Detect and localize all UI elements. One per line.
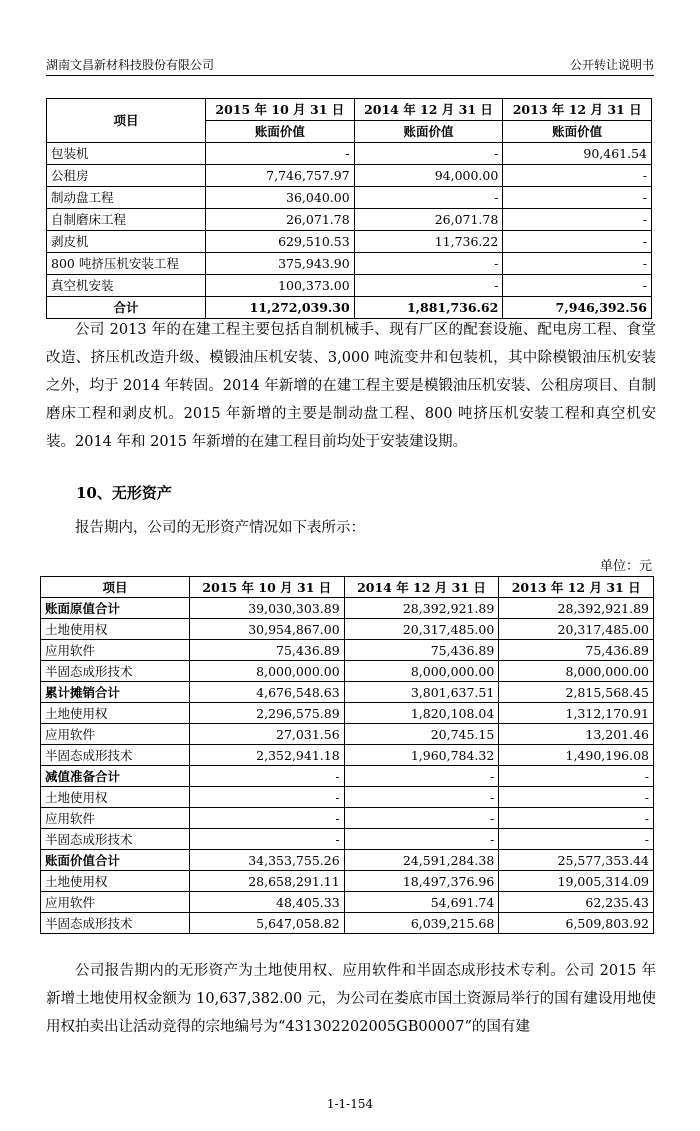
row-label: 真空机安装 (47, 275, 206, 297)
unit-label: 单位：元 (599, 559, 652, 574)
value-cell: 26,071.78 (354, 209, 503, 231)
row-label: 半固态成形技术 (41, 661, 190, 682)
column-header: 2014 年 12 月 31 日 (344, 577, 499, 598)
table-row (41, 892, 654, 913)
value-cell: - (503, 165, 652, 187)
row-label: 账面价值合计 (41, 850, 190, 871)
value-cell: 1,490,196.08 (499, 745, 654, 766)
table-row (47, 143, 652, 165)
table-row (41, 871, 654, 892)
value-cell: - (190, 808, 345, 829)
table-row (41, 703, 654, 724)
value-cell: - (354, 187, 503, 209)
date-header: 2013 年 12 月 31 日 (503, 99, 652, 121)
row-label: 应用软件 (41, 808, 190, 829)
value-cell: 7,746,757.97 (206, 165, 355, 187)
column-header: 2013 年 12 月 31 日 (499, 577, 654, 598)
table-row (41, 661, 654, 682)
total-value: 1,881,736.62 (354, 297, 503, 319)
table-row (41, 745, 654, 766)
value-cell: - (503, 253, 652, 275)
value-cell: - (344, 829, 499, 850)
intangible-assets-table (40, 576, 654, 934)
column-header: 项目 (41, 577, 190, 598)
value-cell: 1,960,784.32 (344, 745, 499, 766)
total-label: 合计 (47, 297, 206, 319)
total-value: 7,946,392.56 (503, 297, 652, 319)
row-label: 半固态成形技术 (41, 913, 190, 934)
value-cell: - (190, 787, 345, 808)
value-cell: 25,577,353.44 (499, 850, 654, 871)
row-label: 累计摊销合计 (41, 682, 190, 703)
value-cell: 2,296,575.89 (190, 703, 345, 724)
value-cell: - (206, 143, 355, 165)
row-label: 应用软件 (41, 724, 190, 745)
row-label: 公租房 (47, 165, 206, 187)
value-cell: 6,509,803.92 (499, 913, 654, 934)
value-cell: 8,000,000.00 (344, 661, 499, 682)
value-cell: 24,591,284.38 (344, 850, 499, 871)
value-cell: 375,943.90 (206, 253, 355, 275)
value-cell: 27,031.56 (190, 724, 345, 745)
value-cell: - (503, 275, 652, 297)
value-cell: 75,436.89 (344, 640, 499, 661)
subtotal-row (41, 850, 654, 871)
value-cell: - (499, 808, 654, 829)
page-header (46, 50, 654, 72)
value-cell: - (190, 766, 345, 787)
table-row (41, 724, 654, 745)
intangible-paragraph: 公司报告期内的无形资产为土地使用权、应用软件和半固态成形技术专利。公司 2015 年新增土地使用权金额为 10,637,382.00 元，为公司在娄底市国土资源局举行的国有建设用地使用权拍卖出让活动竞得的宗地编号为“431302202005GB00007”的国有建 (46, 963, 656, 1035)
row-label: 自制磨床工程 (47, 209, 206, 231)
table-header-row (41, 577, 654, 598)
table-row (41, 619, 654, 640)
value-cell: 4,676,548.63 (190, 682, 345, 703)
value-cell: - (354, 275, 503, 297)
value-cell: 19,005,314.09 (499, 871, 654, 892)
value-cell: - (344, 787, 499, 808)
table-row (41, 787, 654, 808)
item-header: 项目 (47, 99, 206, 143)
value-cell: 629,510.53 (206, 231, 355, 253)
value-cell: - (354, 253, 503, 275)
row-label: 土地使用权 (41, 871, 190, 892)
value-cell: 18,497,376.96 (344, 871, 499, 892)
value-cell: - (499, 766, 654, 787)
row-label: 半固态成形技术 (41, 829, 190, 850)
value-cell: 2,815,568.45 (499, 682, 654, 703)
value-cell: 48,405.33 (190, 892, 345, 913)
value-cell: 28,392,921.89 (499, 598, 654, 619)
value-cell: 1,312,170.91 (499, 703, 654, 724)
table-row (47, 253, 652, 275)
value-cell: - (499, 787, 654, 808)
value-cell: 20,317,485.00 (499, 619, 654, 640)
row-label: 账面原值合计 (41, 598, 190, 619)
subtotal-row (41, 682, 654, 703)
total-value: 11,272,039.30 (206, 297, 355, 319)
row-label: 土地使用权 (41, 619, 190, 640)
table-row (47, 165, 652, 187)
value-cell: 28,392,921.89 (344, 598, 499, 619)
value-cell: - (503, 231, 652, 253)
value-cell: - (503, 209, 652, 231)
table-row (41, 829, 654, 850)
table-row (47, 275, 652, 297)
date-header: 2015 年 10 月 31 日 (206, 99, 355, 121)
table-row (47, 209, 652, 231)
row-label: 包装机 (47, 143, 206, 165)
intro-text: 报告期内，公司的无形资产情况如下表所示： (75, 520, 365, 536)
value-cell: 20,745.15 (344, 724, 499, 745)
subtotal-row (41, 766, 654, 787)
value-cell: 28,658,291.11 (190, 871, 345, 892)
row-label: 减值准备合计 (41, 766, 190, 787)
value-cell: 13,201.46 (499, 724, 654, 745)
value-cell: 75,436.89 (190, 640, 345, 661)
value-cell: 20,317,485.00 (344, 619, 499, 640)
value-cell: 54,691.74 (344, 892, 499, 913)
value-cell: 11,736.22 (354, 231, 503, 253)
table-row (47, 231, 652, 253)
book-value-header: 账面价值 (354, 121, 503, 143)
row-label: 800 吨挤压机安装工程 (47, 253, 206, 275)
subtotal-row (41, 598, 654, 619)
value-cell: - (499, 829, 654, 850)
value-cell: 62,235.43 (499, 892, 654, 913)
table-row (47, 187, 652, 209)
value-cell: - (503, 187, 652, 209)
value-cell: 8,000,000.00 (499, 661, 654, 682)
document-title: 公开转让说明书 (569, 58, 654, 72)
row-label: 应用软件 (41, 892, 190, 913)
book-value-header: 账面价值 (503, 121, 652, 143)
value-cell: 36,040.00 (206, 187, 355, 209)
value-cell: - (344, 766, 499, 787)
construction-table (46, 98, 652, 319)
value-cell: - (354, 143, 503, 165)
value-cell: 90,461.54 (503, 143, 652, 165)
value-cell: - (190, 829, 345, 850)
row-label: 应用软件 (41, 640, 190, 661)
value-cell: 34,353,755.26 (190, 850, 345, 871)
value-cell: 1,820,108.04 (344, 703, 499, 724)
company-name: 湖南文昌新材科技股份有限公司 (46, 58, 215, 72)
column-header: 2015 年 10 月 31 日 (190, 577, 345, 598)
table-header-row (47, 99, 652, 121)
row-label: 半固态成形技术 (41, 745, 190, 766)
table-row (41, 808, 654, 829)
value-cell: 30,954,867.00 (190, 619, 345, 640)
row-label: 剥皮机 (47, 231, 206, 253)
header-rule (46, 75, 654, 76)
value-cell: 3,801,637.51 (344, 682, 499, 703)
value-cell: 75,436.89 (499, 640, 654, 661)
value-cell: 26,071.78 (206, 209, 355, 231)
construction-paragraph: 公司 2013 年的在建工程主要包括自制机械手、现有厂区的配套设施、配电房工程、食堂改造、挤压机改造升级、模锻油压机安装、3,000 吨流变井和包装机，其中除模锻油压机安装之外，均于 2014 年转固。2014 年新增的在建工程主要是模锻油压机安装、公租房项目、自制磨床工程和剥皮机。2015 年新增的主要是制动盘工程、800 吨挤压机安装工程和真空机安装。2014 年和 2015 年新增的在建工程目前均处于安装建设期。 (46, 322, 656, 450)
section-heading: 10、无形资产 (76, 484, 172, 502)
page-number: 1-1-154 (326, 1097, 374, 1111)
value-cell: 94,000.00 (354, 165, 503, 187)
value-cell: 6,039,215.68 (344, 913, 499, 934)
date-header: 2014 年 12 月 31 日 (354, 99, 503, 121)
row-label: 土地使用权 (41, 787, 190, 808)
value-cell: 8,000,000.00 (190, 661, 345, 682)
book-value-header: 账面价值 (206, 121, 355, 143)
row-label: 土地使用权 (41, 703, 190, 724)
value-cell: 100,373.00 (206, 275, 355, 297)
value-cell: 39,030,303.89 (190, 598, 345, 619)
table-row (41, 640, 654, 661)
row-label: 制动盘工程 (47, 187, 206, 209)
value-cell: 5,647,058.82 (190, 913, 345, 934)
value-cell: - (344, 808, 499, 829)
value-cell: 2,352,941.18 (190, 745, 345, 766)
table-row (41, 913, 654, 934)
